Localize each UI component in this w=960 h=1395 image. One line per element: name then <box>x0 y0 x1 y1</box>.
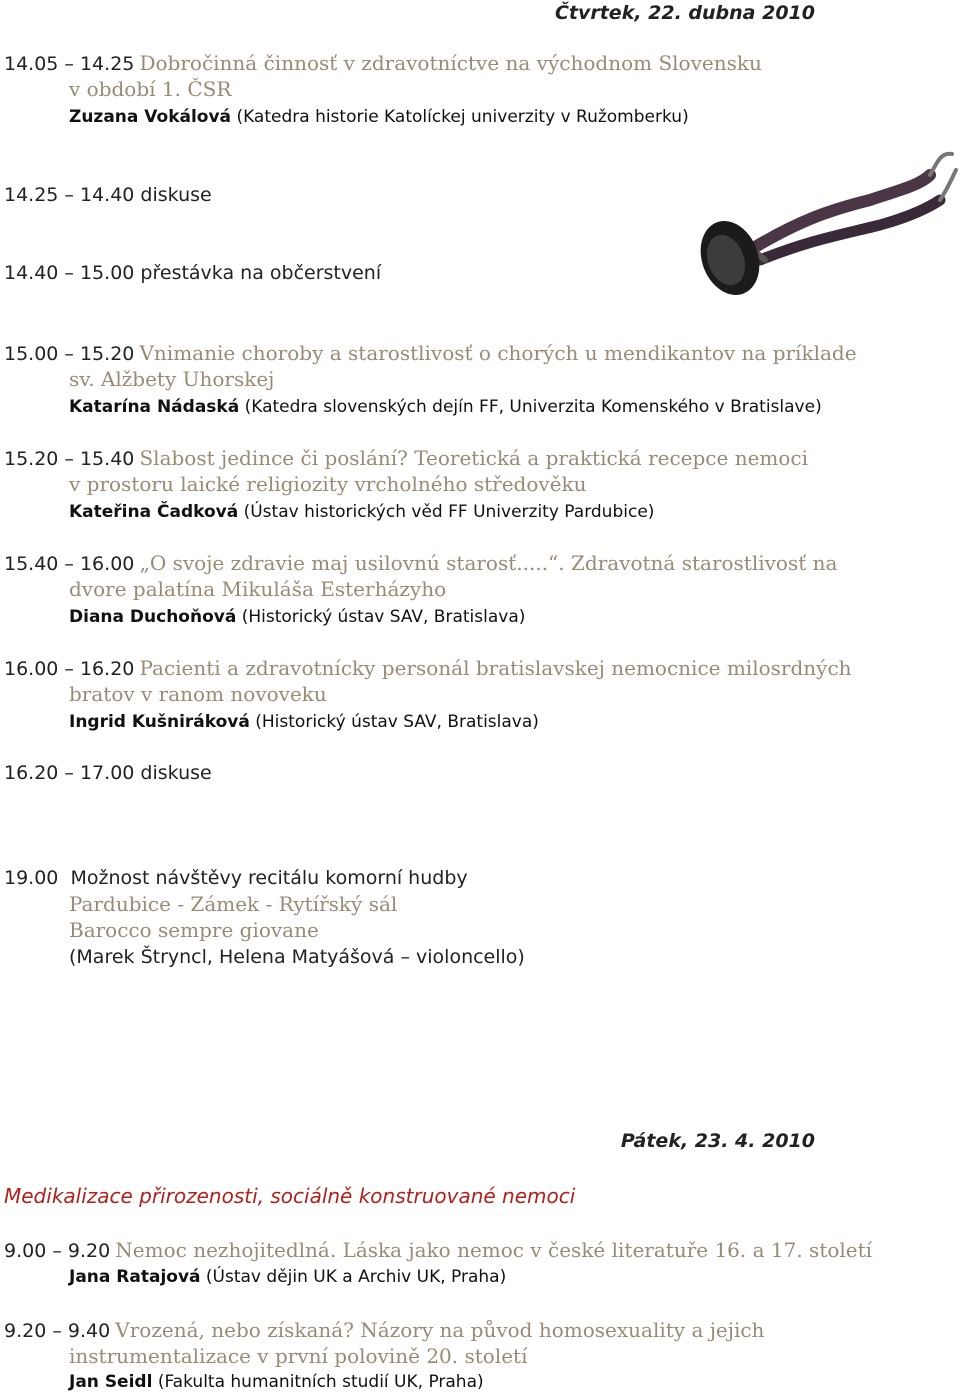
item-title-cont: sv. Alžbety Uhorskej <box>69 367 275 391</box>
item-title: Slabost jedince či poslání? Teoretická a praktická recepce nemoci <box>139 446 809 470</box>
speaker-name: Jana Ratajová <box>69 1267 201 1287</box>
stethoscope-icon <box>690 140 960 310</box>
item-speaker <box>69 604 525 630</box>
day-date: Čtvrtek, 22. dubna 2010 <box>554 2 815 24</box>
item-text: diskuse <box>140 184 212 206</box>
evening-ensemble: Barocco sempre giovane <box>69 918 319 942</box>
item-title-cont: v období 1. ČSR <box>69 77 232 101</box>
item-title: Dobročinná činnosť v zdravotníctve na východnom Slovensku <box>139 51 762 75</box>
item-time: 15.40 – 16.00 <box>4 553 135 575</box>
speaker-affiliation: (Katedra historie Katolíckej univerzity v Ružomberku) <box>236 107 689 127</box>
speaker-affiliation: (Ústav historických věd FF Univerzity Pardubice) <box>243 502 655 522</box>
speaker-affiliation: (Historický ústav SAV, Bratislava) <box>255 712 539 732</box>
item-title: Pacienti a zdravotnícky personál bratislavskej nemocnice milosrdných <box>139 656 852 680</box>
item-text: přestávka na občerstvení <box>140 262 382 284</box>
speaker-affiliation: (Fakulta humanitních studií UK, Praha) <box>157 1372 484 1392</box>
item-title-cont: dvore palatína Mikuláša Esterházyho <box>69 577 447 601</box>
evening-performers: (Marek Štryncl, Helena Matyášová – violoncello) <box>69 946 525 968</box>
evening-place: Pardubice - Zámek - Rytířský sál <box>69 892 398 916</box>
speaker-affiliation: (Ústav dějin UK a Archiv UK, Praha) <box>205 1267 507 1287</box>
speaker-name: Kateřina Čadková <box>69 502 239 522</box>
item-speaker <box>69 1369 484 1395</box>
item-text: diskuse <box>140 762 212 784</box>
item-speaker <box>69 104 689 130</box>
item-speaker <box>69 1264 506 1290</box>
item-title: Vrozená, nebo získaná? Názory na původ homosexuality a jejich <box>115 1318 765 1342</box>
item-time: 16.00 – 16.20 <box>4 658 135 680</box>
program-item <box>4 760 212 786</box>
evening-item <box>4 865 468 891</box>
program-item <box>4 340 857 368</box>
item-title: „O svoje zdravie maj usilovnú starosť.....“. Zdravotná starostlivosť na <box>139 551 838 575</box>
item-time: 9.00 – 9.20 <box>4 1240 111 1262</box>
speaker-name: Jan Seidl <box>69 1372 153 1392</box>
program-item <box>4 655 852 683</box>
item-time: 15.00 – 15.20 <box>4 343 135 365</box>
item-time: 9.20 – 9.40 <box>4 1320 111 1342</box>
item-time: 16.20 – 17.00 <box>4 762 135 784</box>
item-title-cont: instrumentalizace v první polovině 20. století <box>69 1344 528 1368</box>
program-item <box>4 1317 764 1345</box>
speaker-name: Ingrid Kušniráková <box>69 712 250 732</box>
item-title: Vnimanie choroby a starostlivosť o chorých u mendikantov na príklade <box>139 341 857 365</box>
speaker-affiliation: (Katedra slovenských dejín FF, Univerzita Komenského v Bratislave) <box>244 397 822 417</box>
program-item <box>4 445 808 473</box>
evening-time: 19.00 <box>4 867 59 889</box>
item-title: Nemoc nezhojitedlná. Láska jako nemoc v české literatuře 16. a 17. století <box>115 1238 873 1262</box>
item-time: 14.25 – 14.40 <box>4 184 135 206</box>
evening-text: Možnost návštěvy recitálu komorní hudby <box>70 867 468 889</box>
speaker-name: Zuzana Vokálová <box>69 107 232 127</box>
speaker-name: Katarína Nádaská <box>69 397 240 417</box>
item-time: 14.40 – 15.00 <box>4 262 135 284</box>
program-item <box>4 182 212 208</box>
program-item <box>4 550 837 578</box>
program-item <box>4 260 381 286</box>
section-title: Medikalizace přirozenosti, sociálně konstruované nemoci <box>4 1184 576 1208</box>
speaker-name: Diana Duchoňová <box>69 607 237 627</box>
item-time: 15.20 – 15.40 <box>4 448 135 470</box>
item-speaker <box>69 394 822 420</box>
item-speaker <box>69 499 654 525</box>
item-time: 14.05 – 14.25 <box>4 53 135 75</box>
speaker-affiliation: (Historický ústav SAV, Bratislava) <box>241 607 526 627</box>
item-speaker <box>69 709 539 735</box>
program-item <box>4 1237 872 1265</box>
day-date: Pátek, 23. 4. 2010 <box>620 1130 815 1152</box>
item-title-cont: bratov v ranom novoveku <box>69 682 327 706</box>
item-title-cont: v prostoru laické religiozity vrcholného středověku <box>69 472 587 496</box>
program-item <box>4 50 762 78</box>
